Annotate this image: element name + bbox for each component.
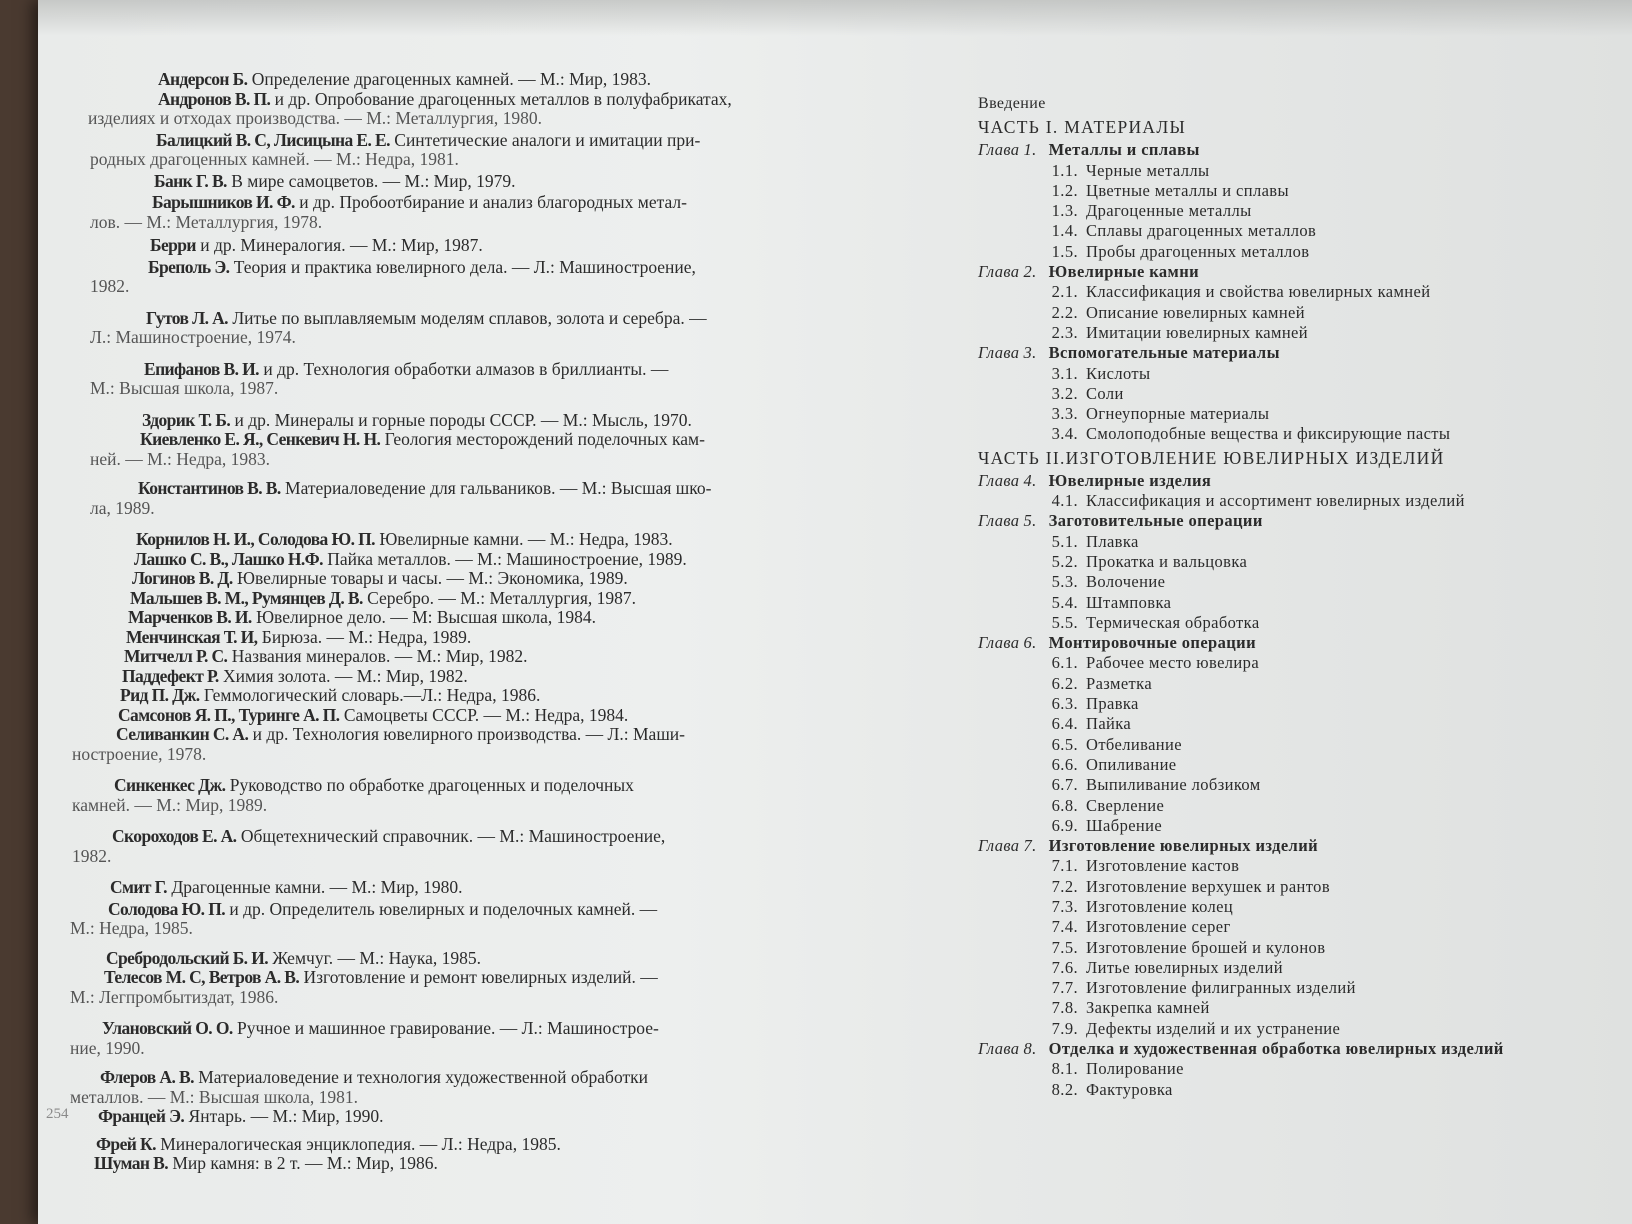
chapter-title: Изготовление ювелирных изделий (1048, 836, 1319, 856)
section-title: Штамповка (1086, 592, 1172, 612)
chapter-label: Глава (978, 836, 1020, 856)
section-number: 6.3. (1051, 694, 1078, 714)
reference-text: Химия золота. — М.: Мир, 1982. (223, 665, 468, 686)
section-title: Термическая обработка (1086, 612, 1260, 632)
toc-section (978, 1019, 1618, 1039)
reference-text: Бирюза. — М.: Недра, 1989. (261, 626, 472, 647)
section-number: 5.4. (1051, 592, 1078, 612)
toc-chapter (978, 140, 1618, 160)
section-number: 5.5. (1051, 612, 1078, 632)
toc-chapter (978, 836, 1618, 856)
reference-author: Паддефект Р. (122, 665, 219, 686)
section-title: Опиливание (1086, 754, 1177, 774)
reference-text: Ювелирные товары и часы. — М.: Экономика, 1989. (237, 568, 628, 588)
chapter-number: 5. (1023, 511, 1037, 531)
section-number: 7.8. (1051, 998, 1078, 1018)
toc-section (978, 323, 1618, 343)
toc-section (978, 242, 1618, 262)
chapter-label: Глава (978, 343, 1020, 363)
reference-author: Балицкий В. С, Лисицына Е. Е. (156, 129, 390, 150)
section-title: Изготовление серег (1086, 917, 1231, 937)
section-title: Плавка (1086, 531, 1139, 551)
section-title: Изготовление филигранных изделий (1086, 978, 1356, 998)
toc-section (978, 303, 1618, 323)
reference-text: Изготовление и ремонт ювелирных изделий. — (303, 967, 658, 987)
section-number: 4.1. (1051, 491, 1078, 511)
reference-item (68, 589, 858, 609)
toc-section (978, 532, 1618, 552)
chapter-title: Монтировочные операции (1048, 633, 1256, 653)
section-number: 6.2. (1051, 673, 1078, 693)
section-title: Выпиливание лобзиком (1086, 775, 1261, 795)
toc-section (978, 364, 1618, 384)
toc-section (978, 877, 1618, 897)
toc-section (978, 613, 1618, 633)
chapter-label: Глава (978, 262, 1020, 282)
reference-author: Рид П. Дж. (120, 685, 200, 705)
reference-item (68, 1154, 858, 1174)
section-title: Фактуровка (1086, 1079, 1173, 1099)
reference-continuation: ностроение, 1978. (72, 743, 207, 764)
reference-item (68, 900, 858, 939)
section-number: 7.5. (1051, 937, 1078, 957)
reference-text: Материаловедение и технология художественной обработки (198, 1067, 648, 1087)
section-title: Соли (1086, 383, 1124, 403)
section-number: 6.5. (1051, 734, 1078, 754)
reference-item (68, 706, 858, 726)
chapter-number: 7. (1023, 836, 1037, 856)
toc-section (978, 938, 1618, 958)
reference-text: Пайка металлов. — М.: Машиностроение, 1989. (327, 548, 687, 569)
toc-chapter (978, 1039, 1618, 1059)
reference-text: и др. Технология ювелирного производства. — Л.: Маши- (252, 724, 685, 744)
chapter-title: Ювелирные изделия (1048, 470, 1212, 490)
references-list (68, 70, 858, 1174)
reference-author: Киевленко Е. Я., Сенкевич Н. Н. (140, 429, 381, 449)
book-spread (38, 0, 1632, 1224)
reference-author: Андронов В. П. (158, 88, 271, 109)
reference-text: Геммологический словарь.—Л.: Недра, 1986. (203, 685, 541, 705)
reference-text: и др. Минералы и горные породы СССР. — М.: Мысль, 1970. (234, 409, 692, 430)
section-title: Пайка (1086, 714, 1132, 734)
reference-continuation: лов. — М.: Металлургия, 1978. (90, 211, 323, 232)
chapter-label: Глава (978, 140, 1020, 160)
reference-item (68, 608, 858, 628)
reference-author: Корнилов Н. И., Солодова Ю. П. (136, 529, 375, 549)
reference-author: Шуман В. (94, 1153, 168, 1173)
section-number: 7.4. (1051, 917, 1078, 937)
section-number: 2.1. (1051, 282, 1078, 302)
toc-section (978, 816, 1618, 836)
reference-item (68, 686, 858, 706)
section-number: 6.9. (1051, 815, 1078, 835)
reference-text: Самоцветы СССР. — М.: Недра, 1984. (343, 704, 629, 725)
reference-item (68, 172, 858, 192)
reference-continuation: М.: Недра, 1985. (70, 918, 193, 938)
toc-section (978, 917, 1618, 937)
section-number: 3.1. (1051, 363, 1078, 383)
reference-item (68, 193, 858, 232)
toc-section (978, 958, 1618, 978)
toc-chapter (978, 262, 1618, 282)
section-number: 6.7. (1051, 775, 1078, 795)
reference-author: Марченков В. И. (128, 607, 252, 627)
reference-item (68, 667, 858, 687)
section-number: 1.1. (1051, 160, 1078, 180)
toc-section (978, 856, 1618, 876)
toc-section (978, 572, 1618, 592)
reference-item (68, 878, 858, 898)
toc-section (978, 978, 1618, 998)
reference-item (68, 360, 858, 399)
reference-author: Францей Э. (98, 1106, 185, 1126)
section-title: Правка (1086, 694, 1139, 714)
reference-text: Ручное и машинное гравирование. — Л.: Машинострое- (237, 1018, 659, 1038)
reference-text: Теория и практика ювелирного дела. — Л.: Машиностроение, (233, 256, 696, 277)
toc-section (978, 404, 1618, 424)
reference-author: Андерсон Б. (158, 69, 248, 89)
reference-author: Бреполь Э. (148, 256, 230, 277)
reference-text: Ювелирные камни. — М.: Недра, 1983. (379, 529, 673, 549)
reference-author: Селиванкин С. А. (116, 724, 249, 744)
reference-item (68, 236, 858, 256)
reference-continuation: 1982. (72, 845, 112, 866)
reference-text: Жемчуг. — М.: Наука, 1985. (272, 947, 481, 968)
section-number: 2.2. (1051, 302, 1078, 322)
toc-section (978, 897, 1618, 917)
reference-item (68, 70, 858, 90)
reference-author: Логинов В. Д. (132, 568, 233, 588)
chapter-title: Вспомогательные материалы (1048, 343, 1280, 363)
section-title: Кислоты (1086, 363, 1151, 383)
reference-item (68, 411, 858, 431)
reference-author: Улановский О. О. (102, 1018, 233, 1038)
section-title: Шабрение (1086, 815, 1163, 835)
section-title: Изготовление колец (1086, 896, 1234, 916)
section-number: 6.8. (1051, 795, 1078, 815)
reference-continuation: ние, 1990. (70, 1037, 145, 1058)
reference-item (68, 647, 858, 667)
reference-item (68, 479, 858, 518)
section-title: Волочение (1086, 572, 1166, 592)
section-number: 7.1. (1051, 856, 1078, 876)
reference-item (68, 1135, 858, 1155)
reference-item (68, 1107, 858, 1127)
reference-author: Константинов В. В. (138, 478, 281, 498)
reference-continuation: М.: Легпромбытиздат, 1986. (70, 986, 279, 1007)
toc-part-heading: ЧАСТЬ II.ИЗГОТОВЛЕНИЕ ЮВЕЛИРНЫХ ИЗДЕЛИЙ (978, 447, 1445, 468)
reference-item (68, 1068, 858, 1107)
reference-text: Названия минералов. — М.: Мир, 1982. (231, 646, 528, 666)
toc-section (978, 796, 1618, 816)
reference-item (68, 131, 858, 170)
section-title: Сверление (1086, 795, 1165, 815)
section-title: Изготовление кастов (1086, 856, 1240, 876)
reference-text: и др. Определитель ювелирных и поделочных камней. — (229, 898, 658, 919)
reference-text: Материаловедение для гальваников. — М.: Высшая шко- (285, 478, 712, 498)
page-number: 254 (46, 1106, 69, 1122)
section-number: 7.9. (1051, 1018, 1078, 1038)
section-number: 2.3. (1051, 322, 1078, 342)
toc-section (978, 491, 1618, 511)
toc-section (978, 384, 1618, 404)
reference-continuation: изделиях и отходах производства. — М.: Металлургия, 1980. (88, 108, 542, 128)
reference-author: Флеров А. В. (100, 1067, 194, 1087)
section-title: Сплавы драгоценных металлов (1086, 221, 1317, 241)
toc-section (978, 282, 1618, 302)
section-number: 7.3. (1051, 896, 1078, 916)
chapter-number: 3. (1023, 343, 1037, 363)
reference-author: Синкенкес Дж. (114, 775, 226, 795)
section-title: Цветные металлы и сплавы (1086, 180, 1289, 200)
reference-author: Самсонов Я. П., Туринге А. П. (118, 704, 340, 725)
section-number: 7.2. (1051, 876, 1078, 896)
reference-continuation: ла, 1989. (90, 497, 155, 518)
reference-item (68, 530, 858, 550)
toc-chapter (978, 343, 1618, 363)
reference-author: Сребродольский Б. И. (106, 947, 269, 968)
toc-chapter (978, 511, 1618, 531)
chapter-number: 2. (1023, 262, 1037, 282)
chapter-title: Отделка и художественная обработка ювелирных изделий (1048, 1039, 1504, 1059)
reference-author: Митчелл Р. С. (124, 646, 228, 666)
chapter-label: Глава (978, 1039, 1020, 1059)
reference-author: Епифанов В. И. (144, 358, 259, 379)
section-number: 6.6. (1051, 754, 1078, 774)
reference-author: Менчинская Т. И, (126, 626, 258, 647)
section-title: Изготовление брошей и кулонов (1086, 937, 1326, 957)
reference-item (68, 949, 858, 969)
reference-text: Синтетические аналоги и имитации при- (394, 129, 701, 150)
reference-item (68, 309, 858, 348)
reference-author: Скороходов Е. А. (112, 826, 237, 846)
section-number: 7.6. (1051, 957, 1078, 977)
section-title: Закрепка камней (1086, 998, 1210, 1018)
reference-author: Телесов М. С, Ветров А. В. (104, 967, 300, 987)
reference-author: Барышников И. Ф. (152, 192, 295, 212)
reference-continuation: ней. — М.: Недра, 1983. (90, 448, 271, 469)
section-title: Описание ювелирных камней (1086, 302, 1305, 322)
chapter-number: 6. (1023, 633, 1037, 653)
section-number: 6.4. (1051, 714, 1078, 734)
section-title: Драгоценные металлы (1086, 201, 1252, 221)
chapter-number: 1. (1023, 140, 1037, 160)
reference-item (68, 968, 858, 1007)
reference-item (68, 430, 858, 469)
toc-section (978, 674, 1618, 694)
reference-continuation: родных драгоценных камней. — М.: Недра, 1981. (90, 149, 459, 169)
page-shadow (38, 0, 1632, 36)
toc-section (978, 593, 1618, 613)
toc-section (978, 653, 1618, 673)
section-title: Дефекты изделий и их устранение (1086, 1018, 1341, 1038)
section-title: Смолоподобные вещества и фиксирующие пасты (1086, 424, 1451, 444)
section-title: Рабочее место ювелира (1086, 653, 1260, 673)
section-number: 7.7. (1051, 978, 1078, 998)
reference-text: В мире самоцветов. — М.: Мир, 1979. (231, 170, 516, 191)
section-number: 1.4. (1051, 221, 1078, 241)
reference-author: Здорик Т. Б. (142, 409, 231, 430)
section-title: Отбеливание (1086, 734, 1182, 754)
reference-author: Берри (150, 235, 196, 255)
section-title: Изготовление верхушек и рантов (1086, 876, 1331, 896)
toc-section (978, 161, 1618, 181)
section-number: 6.1. (1051, 653, 1078, 673)
section-number: 5.3. (1051, 572, 1078, 592)
reference-author: Гутов Л. А. (146, 307, 228, 328)
reference-text: Янтарь. — М.: Мир, 1990. (188, 1106, 384, 1126)
section-title: Классификация и ассортимент ювелирных изделий (1086, 491, 1465, 511)
section-number: 8.2. (1051, 1079, 1078, 1099)
reference-item (68, 827, 858, 866)
toc-part-heading: ЧАСТЬ I. МАТЕРИАЛЫ (978, 117, 1187, 138)
toc-introduction: Введение (978, 95, 1046, 112)
reference-text: Литье по выплавляемым моделям сплавов, золота и серебра. — (232, 307, 707, 328)
section-number: 5.1. (1051, 531, 1078, 551)
toc-section (978, 735, 1618, 755)
section-title: Литье ювелирных изделий (1086, 957, 1284, 977)
toc-section (978, 552, 1618, 572)
toc-chapter (978, 633, 1618, 653)
chapter-label: Глава (978, 633, 1020, 653)
chapter-label: Глава (978, 470, 1020, 490)
reference-text: и др. Пробоотбирание и анализ благородных метал- (299, 192, 687, 212)
reference-text: и др. Технология обработки алмазов в бриллианты. — (263, 358, 669, 379)
reference-author: Фрей К. (96, 1133, 156, 1154)
section-number: 1.2. (1051, 180, 1078, 200)
chapter-label: Глава (978, 511, 1020, 531)
toc-section (978, 694, 1618, 714)
section-title: Полирование (1086, 1059, 1184, 1079)
section-number: 1.3. (1051, 201, 1078, 221)
section-title: Разметка (1086, 673, 1153, 693)
reference-text: Ювелирное дело. — М: Высшая школа, 1984. (256, 607, 596, 627)
reference-text: Драгоценные камни. — М.: Мир, 1980. (171, 877, 463, 897)
reference-text: и др. Минералогия. — М.: Мир, 1987. (200, 235, 483, 255)
toc-section (978, 424, 1618, 444)
toc-chapter (978, 471, 1618, 491)
reference-text: Определение драгоценных камней. — М.: Мир, 1983. (251, 69, 651, 89)
reference-item (68, 90, 858, 129)
reference-text: Общетехнический справочник. — М.: Машиностроение, (240, 826, 666, 846)
toc-section (978, 775, 1618, 795)
chapter-title: Ювелирные камни (1048, 262, 1200, 282)
toc-section (978, 1080, 1618, 1100)
chapter-title: Металлы и сплавы (1048, 140, 1200, 160)
reference-item (68, 628, 858, 648)
table-of-contents (978, 94, 1618, 1100)
reference-text: Минералогическая энциклопедия. — Л.: Недра, 1985. (160, 1133, 561, 1154)
reference-item (68, 550, 858, 570)
section-number: 5.2. (1051, 551, 1078, 571)
reference-author: Смит Г. (110, 877, 167, 897)
section-number: 3.2. (1051, 383, 1078, 403)
section-title: Черные металлы (1086, 160, 1210, 180)
section-title: Прокатка и вальцовка (1086, 551, 1248, 571)
toc-section (978, 1059, 1618, 1079)
reference-continuation: М.: Высшая школа, 1987. (90, 378, 279, 398)
section-title: Имитации ювелирных камней (1086, 322, 1309, 342)
reference-continuation: Л.: Машиностроение, 1974. (90, 327, 296, 347)
toc-section (978, 755, 1618, 775)
section-number: 1.5. (1051, 241, 1078, 261)
reference-text: Серебро. — М.: Металлургия, 1987. (367, 587, 637, 608)
section-title: Огнеупорные материалы (1086, 404, 1270, 424)
reference-author: Мальшев В. М., Румянцев Д. В. (130, 587, 363, 608)
reference-text: Геология месторождений поделочных кам- (384, 429, 705, 449)
toc-section (978, 221, 1618, 241)
toc-section (978, 201, 1618, 221)
reference-item (68, 776, 858, 815)
toc-section (978, 998, 1618, 1018)
reference-item (68, 258, 858, 297)
chapter-number: 8. (1023, 1039, 1037, 1059)
reference-item (68, 569, 858, 589)
reference-author: Лашко С. В., Лашко Н.Ф. (134, 548, 323, 569)
reference-item (68, 725, 858, 764)
reference-continuation: металлов. — М.: Высшая школа, 1981. (70, 1086, 358, 1107)
reference-continuation: камней. — М.: Мир, 1989. (72, 794, 268, 815)
section-title: Классификация и свойства ювелирных камней (1086, 282, 1431, 302)
section-number: 3.4. (1051, 424, 1078, 444)
toc-section (978, 181, 1618, 201)
reference-continuation: 1982. (90, 276, 130, 296)
section-number: 8.1. (1051, 1059, 1078, 1079)
reference-author: Банк Г. В. (154, 170, 227, 191)
reference-text: и др. Опробование драгоценных металлов в полуфабрикатах, (274, 88, 732, 109)
section-number: 3.3. (1051, 404, 1078, 424)
toc-section (978, 714, 1618, 734)
chapter-title: Заготовительные операции (1048, 511, 1263, 531)
reference-author: Солодова Ю. П. (108, 898, 226, 919)
reference-item (68, 1019, 858, 1058)
chapter-number: 4. (1023, 470, 1037, 490)
reference-text: Руководство по обработке драгоценных и поделочных (229, 775, 634, 795)
reference-text: Мир камня: в 2 т. — М.: Мир, 1986. (172, 1153, 438, 1173)
section-title: Пробы драгоценных металлов (1086, 241, 1310, 261)
